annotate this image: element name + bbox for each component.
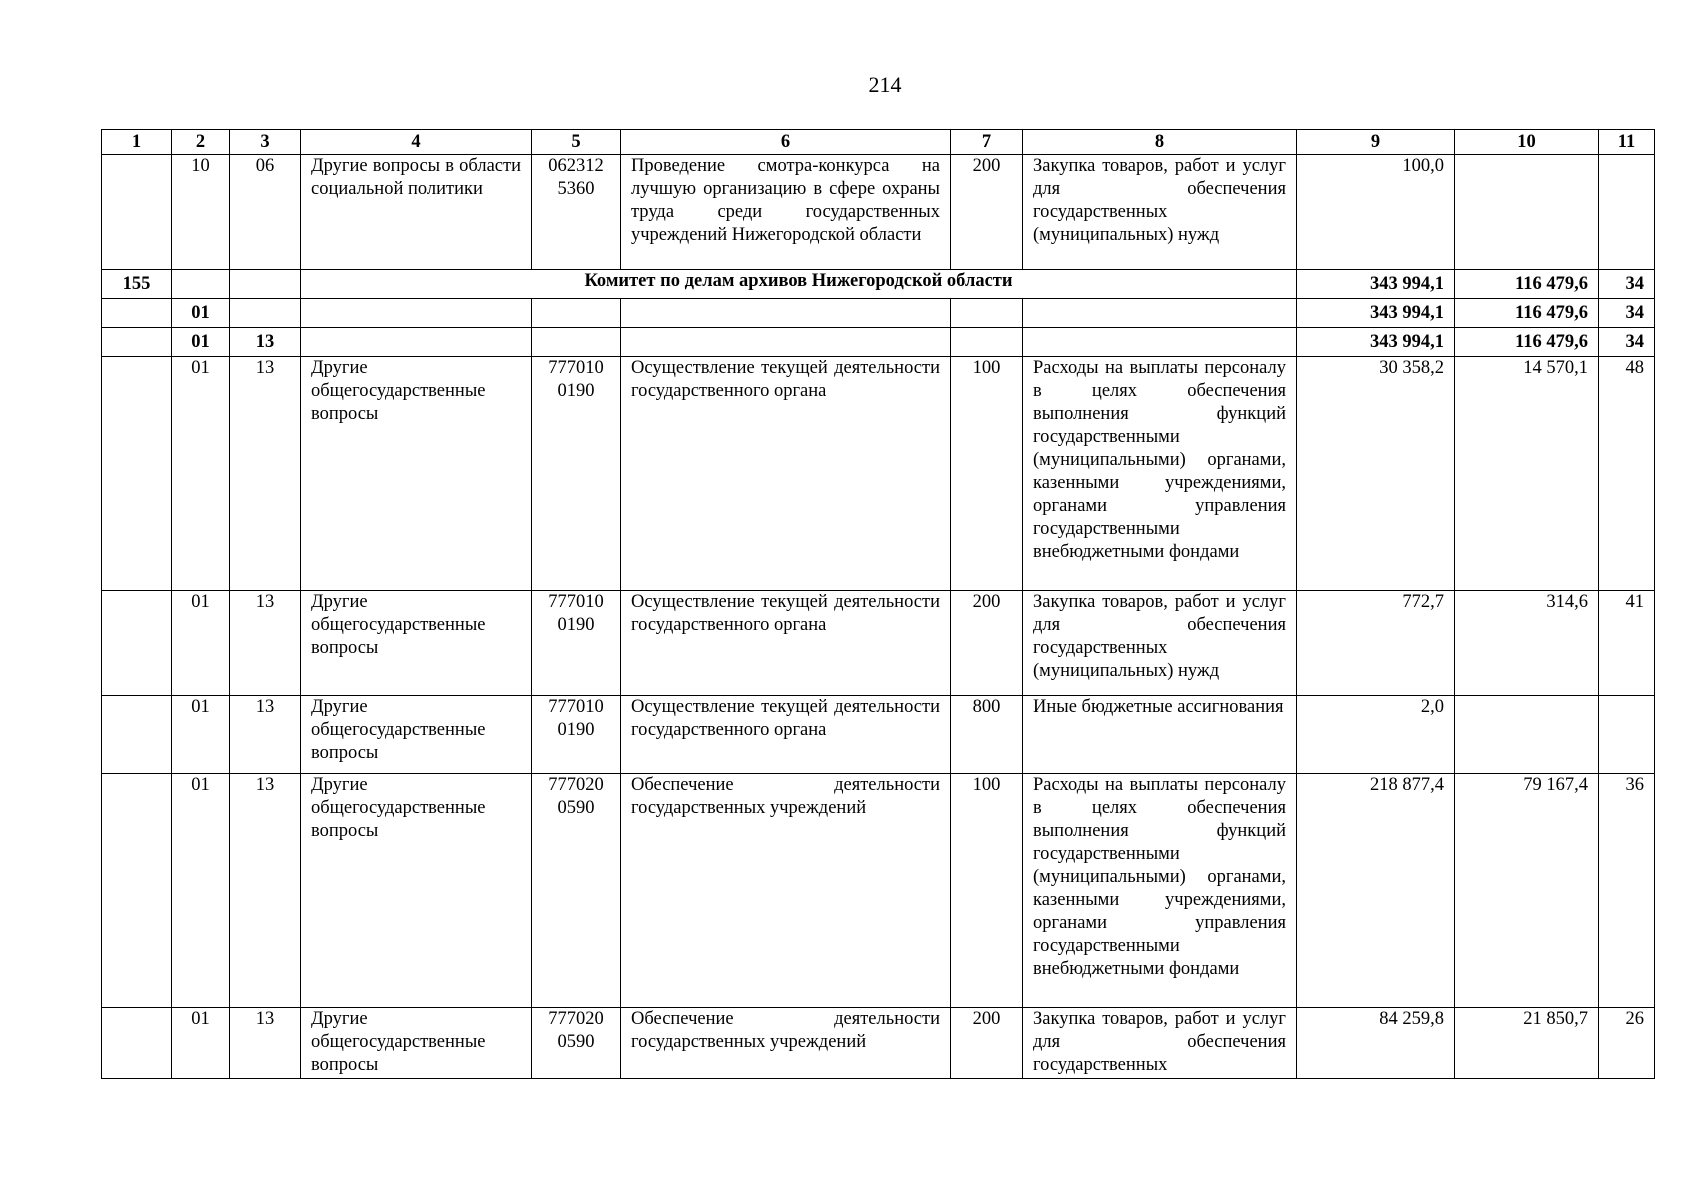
cell bbox=[102, 357, 172, 591]
table-row bbox=[102, 357, 1655, 591]
column-header: 2 bbox=[172, 130, 230, 155]
cell bbox=[102, 328, 172, 357]
code-part: 0190 bbox=[557, 720, 595, 740]
table-row bbox=[102, 155, 1655, 270]
cell: 155 bbox=[102, 270, 172, 299]
cell: 34 bbox=[1599, 328, 1655, 357]
cell: 36 bbox=[1599, 774, 1655, 1008]
cell: 26 bbox=[1599, 1008, 1655, 1079]
cell: 13 bbox=[230, 1008, 301, 1079]
cell: 100 bbox=[951, 357, 1023, 591]
cell: 13 bbox=[230, 591, 301, 696]
cell: 01 bbox=[172, 591, 230, 696]
cell: 343 994,1 bbox=[1297, 328, 1455, 357]
code-part: 777020 bbox=[548, 775, 604, 795]
code-part: 5360 bbox=[557, 179, 595, 199]
cell: 13 bbox=[230, 328, 301, 357]
cell: Закупка товаров, работ и услуг для обеспечения государственных (муниципальных) нужд bbox=[1023, 155, 1297, 270]
cell bbox=[532, 1008, 621, 1079]
cell: 100,0 bbox=[1297, 155, 1455, 270]
cell bbox=[1455, 155, 1599, 270]
cell: 48 bbox=[1599, 357, 1655, 591]
cell bbox=[621, 328, 951, 357]
cell: 21 850,7 bbox=[1455, 1008, 1599, 1079]
cell: 01 bbox=[172, 328, 230, 357]
cell bbox=[102, 696, 172, 774]
column-header: 7 bbox=[951, 130, 1023, 155]
cell: Осуществление текущей деятельности государственного органа bbox=[621, 591, 951, 696]
column-header: 11 bbox=[1599, 130, 1655, 155]
cell bbox=[172, 270, 230, 299]
cell: 116 479,6 bbox=[1455, 299, 1599, 328]
cell: Обеспечение деятельности государственных учреждений bbox=[621, 774, 951, 1008]
cell: 343 994,1 bbox=[1297, 299, 1455, 328]
column-header: 8 bbox=[1023, 130, 1297, 155]
cell: 41 bbox=[1599, 591, 1655, 696]
cell: 13 bbox=[230, 774, 301, 1008]
cell bbox=[1023, 328, 1297, 357]
table-row bbox=[102, 696, 1655, 774]
cell bbox=[301, 328, 532, 357]
code-part: 0190 bbox=[557, 615, 595, 635]
table-row bbox=[102, 591, 1655, 696]
code-part: 062312 bbox=[548, 156, 604, 176]
cell bbox=[1599, 155, 1655, 270]
code-part: 777020 bbox=[548, 1009, 604, 1029]
cell: Другие общегосударственные вопросы bbox=[301, 591, 532, 696]
cell: 200 bbox=[951, 591, 1023, 696]
cell: 343 994,1 bbox=[1297, 270, 1455, 299]
table-row bbox=[102, 1008, 1655, 1079]
cell: Осуществление текущей деятельности государственного органа bbox=[621, 357, 951, 591]
cell: Закупка товаров, работ и услуг для обеспечения государственных (муниципальных) нужд bbox=[1023, 591, 1297, 696]
cell bbox=[301, 299, 532, 328]
cell: 01 bbox=[172, 696, 230, 774]
table-row bbox=[102, 774, 1655, 1008]
cell: Расходы на выплаты персоналу в целях обеспечения выполнения функций государственными (муниципальными) органами, казенными учреждениями, органами управления государственными внебюджетными фондами bbox=[1023, 357, 1297, 591]
cell: 100 bbox=[951, 774, 1023, 1008]
cell: 2,0 bbox=[1297, 696, 1455, 774]
cell bbox=[532, 696, 621, 774]
column-header: 1 bbox=[102, 130, 172, 155]
cell bbox=[532, 155, 621, 270]
cell: 13 bbox=[230, 696, 301, 774]
cell: 06 bbox=[230, 155, 301, 270]
cell bbox=[1599, 696, 1655, 774]
cell: 200 bbox=[951, 1008, 1023, 1079]
cell: Другие общегосударственные вопросы bbox=[301, 696, 532, 774]
column-header: 6 bbox=[621, 130, 951, 155]
cell: 13 bbox=[230, 357, 301, 591]
column-header: 9 bbox=[1297, 130, 1455, 155]
cell: 800 bbox=[951, 696, 1023, 774]
cell: 01 bbox=[172, 1008, 230, 1079]
cell bbox=[532, 299, 621, 328]
section-title: Комитет по делам архивов Нижегородской области bbox=[301, 270, 1297, 299]
column-header: 3 bbox=[230, 130, 301, 155]
code-part: 777010 bbox=[548, 697, 604, 717]
cell: 79 167,4 bbox=[1455, 774, 1599, 1008]
cell: 34 bbox=[1599, 270, 1655, 299]
cell: Расходы на выплаты персоналу в целях обеспечения выполнения функций государственными (муниципальными) органами, казенными учреждениями, органами управления государственными внебюджетными фондами bbox=[1023, 774, 1297, 1008]
budget-table bbox=[101, 129, 1655, 1079]
table-row bbox=[102, 328, 1655, 357]
cell: 30 358,2 bbox=[1297, 357, 1455, 591]
header-row bbox=[102, 130, 1655, 155]
cell: Другие вопросы в области социальной политики bbox=[301, 155, 532, 270]
column-header: 5 bbox=[532, 130, 621, 155]
cell: 772,7 bbox=[1297, 591, 1455, 696]
cell bbox=[951, 328, 1023, 357]
cell: Иные бюджетные ассигнования bbox=[1023, 696, 1297, 774]
cell: Обеспечение деятельности государственных учреждений bbox=[621, 1008, 951, 1079]
code-part: 0590 bbox=[557, 1032, 595, 1052]
cell bbox=[532, 328, 621, 357]
cell: 14 570,1 bbox=[1455, 357, 1599, 591]
cell bbox=[230, 299, 301, 328]
cell bbox=[951, 299, 1023, 328]
cell bbox=[230, 270, 301, 299]
cell bbox=[102, 591, 172, 696]
cell: 116 479,6 bbox=[1455, 328, 1599, 357]
cell: Другие общегосударственные вопросы bbox=[301, 1008, 532, 1079]
cell: Осуществление текущей деятельности государственного органа bbox=[621, 696, 951, 774]
cell bbox=[532, 774, 621, 1008]
cell bbox=[102, 155, 172, 270]
cell: 10 bbox=[172, 155, 230, 270]
cell: 116 479,6 bbox=[1455, 270, 1599, 299]
page-number: 214 bbox=[868, 72, 902, 97]
cell: Проведение смотра-конкурса на лучшую организацию в сфере охраны труда среди государственных учреждений Нижегородской области bbox=[621, 155, 951, 270]
code-part: 0190 bbox=[557, 381, 595, 401]
column-header: 10 bbox=[1455, 130, 1599, 155]
cell bbox=[532, 591, 621, 696]
cell bbox=[102, 1008, 172, 1079]
table-row bbox=[102, 270, 1655, 299]
cell: Другие общегосударственные вопросы bbox=[301, 774, 532, 1008]
code-part: 777010 bbox=[548, 358, 604, 378]
code-part: 0590 bbox=[557, 798, 595, 818]
cell: 01 bbox=[172, 299, 230, 328]
cell: 01 bbox=[172, 357, 230, 591]
cell: 200 bbox=[951, 155, 1023, 270]
cell bbox=[1023, 299, 1297, 328]
cell bbox=[1455, 696, 1599, 774]
cell: 84 259,8 bbox=[1297, 1008, 1455, 1079]
column-header: 4 bbox=[301, 130, 532, 155]
cell: 34 bbox=[1599, 299, 1655, 328]
table-row bbox=[102, 299, 1655, 328]
cell bbox=[102, 774, 172, 1008]
cell bbox=[532, 357, 621, 591]
cell: 01 bbox=[172, 774, 230, 1008]
cell bbox=[102, 299, 172, 328]
cell bbox=[621, 299, 951, 328]
cell: 218 877,4 bbox=[1297, 774, 1455, 1008]
code-part: 777010 bbox=[548, 592, 604, 612]
cell: Другие общегосударственные вопросы bbox=[301, 357, 532, 591]
cell: 314,6 bbox=[1455, 591, 1599, 696]
cell: Закупка товаров, работ и услуг для обеспечения государственных bbox=[1023, 1008, 1297, 1079]
